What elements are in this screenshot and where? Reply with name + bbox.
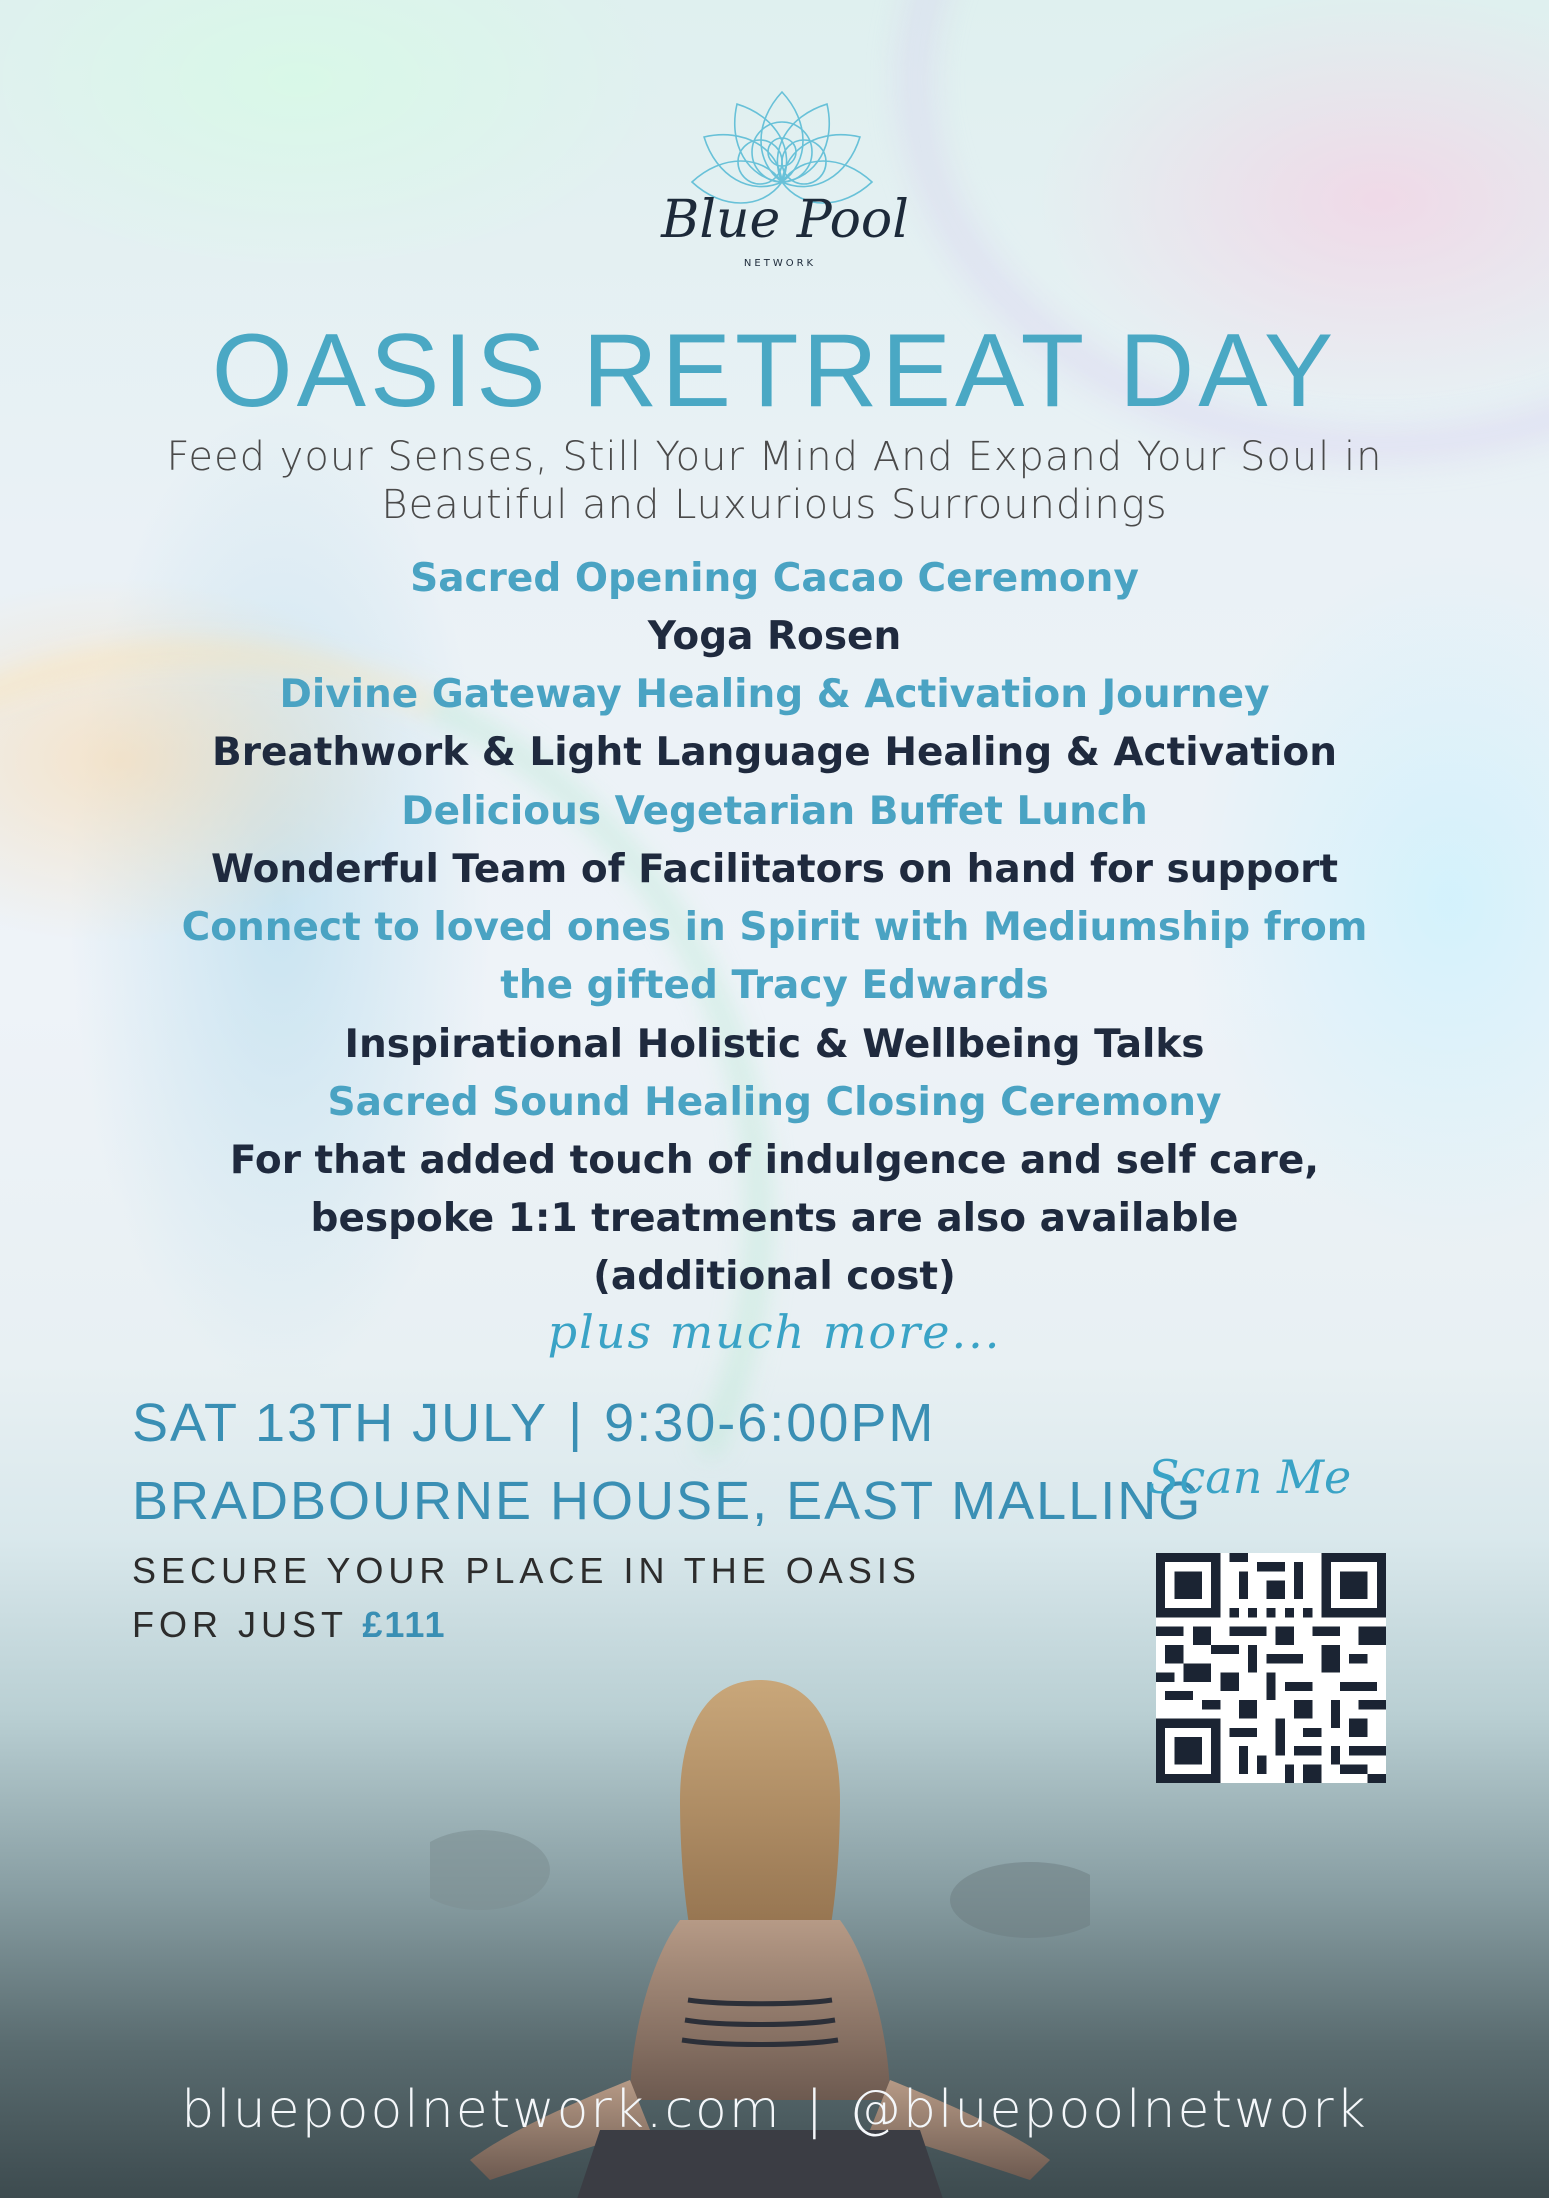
plus-much-more: plus much more... [547,1305,1002,1359]
subtitle-line-2: Beautiful and Luxurious Surroundings [381,482,1168,528]
event-venue: BRADBOURNE HOUSE, EAST MALLING [132,1471,1203,1531]
social-handle[interactable]: @bluepoolnetwork [849,2080,1368,2140]
feature-item: Inspirational Holistic & Wellbeing Talks [344,1022,1205,1067]
scan-me-label: Scan Me [1148,1450,1352,1504]
feature-item: For that added touch of indulgence and self care, [229,1138,1320,1183]
website-link[interactable]: bluepoolnetwork.com [181,2080,782,2140]
feature-item: Breathwork & Light Language Healing & Activation [212,730,1337,775]
pricing-line-2 [132,1604,446,1646]
brand-name: Blue Pool [661,190,909,250]
price: £111 [362,1604,447,1645]
subtitle-line-1: Feed your Senses, Still Your Mind And Expand Your Soul in [166,434,1383,480]
feature-item: Divine Gateway Healing & Activation Journey [279,672,1270,717]
feature-item: the gifted Tracy Edwards [500,963,1049,1008]
separator: | [805,2080,826,2140]
separator: | [568,1393,585,1453]
feature-item: (additional cost) [593,1254,956,1299]
event-time: 9:30-6:00PM [604,1393,936,1453]
event-date: SAT 13TH JULY [132,1393,549,1453]
feature-item: Delicious Vegetarian Buffet Lunch [401,789,1148,834]
feature-item: Yoga Rosen [647,614,902,659]
brand-tagline: NETWORK [743,258,817,269]
pricing-prefix: FOR JUST [132,1604,348,1645]
feature-item: Sacred Sound Healing Closing Ceremony [327,1080,1222,1125]
feature-item: Sacred Opening Cacao Ceremony [410,556,1139,601]
feature-item: bespoke 1:1 treatments are also available [310,1196,1239,1241]
event-date-time [132,1392,935,1454]
feature-item: Connect to loved ones in Spirit with Mediumship from [181,905,1368,950]
pricing-line-1: SECURE YOUR PLACE IN THE OASIS [132,1550,921,1591]
page-title: OASIS RETREAT DAY [211,313,1338,429]
footer [0,2080,1549,2140]
feature-item: Wonderful Team of Facilitators on hand for support [210,847,1339,892]
qr-code[interactable] [1156,1553,1386,1783]
